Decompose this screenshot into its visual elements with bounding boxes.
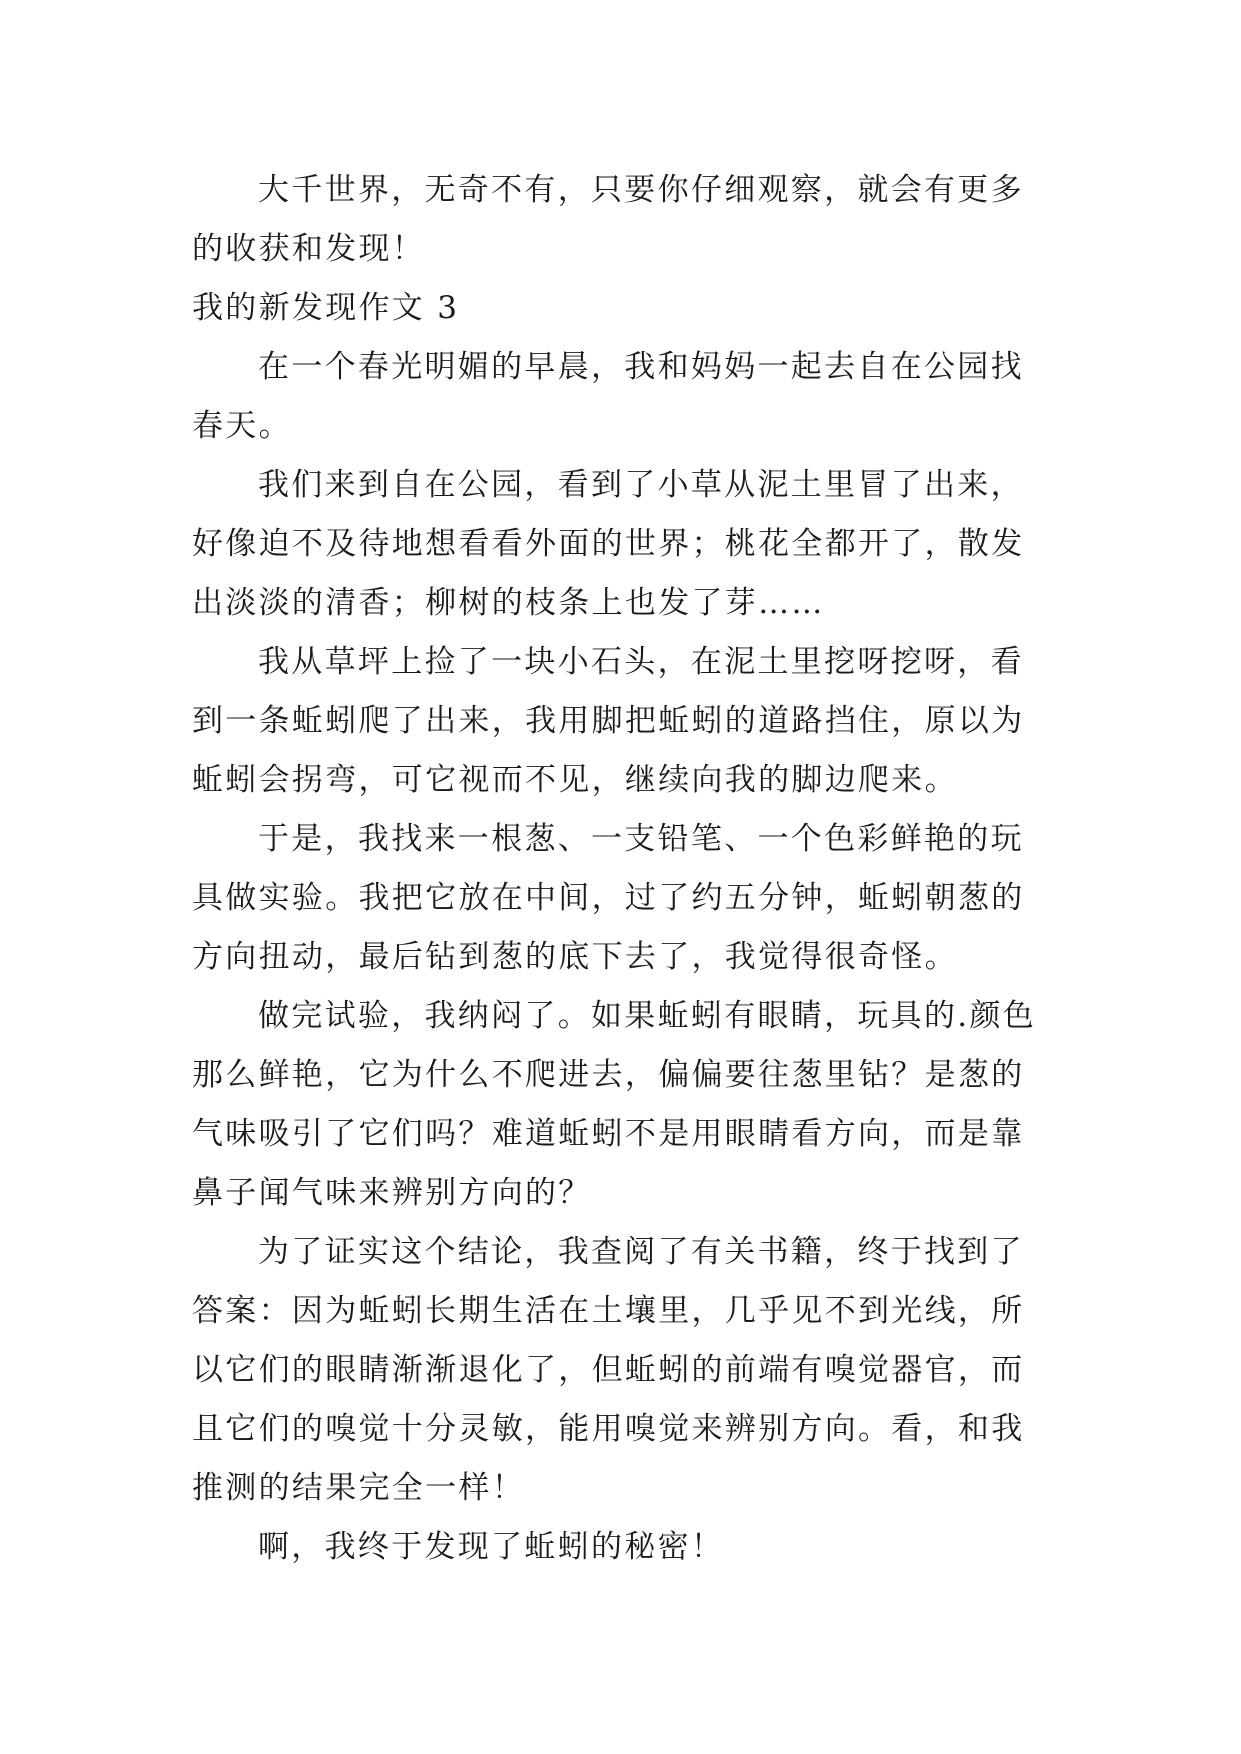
paragraph-2: 我们来到自在公园，看到了小草从泥土里冒了出来，好像迫不及待地想看看外面的世界；桃花全都开了，散发出淡淡的清香；柳树的枝条上也发了芽…… [192,467,1025,621]
paragraph-3: 我从草坪上捡了一块小石头，在泥土里挖呀挖呀，看到一条蚯蚓爬了出来，我用脚把蚯蚓的道路挡住，原以为蚯蚓会拐弯，可它视而不见，继续向我的脚边爬来。 [192,644,1025,798]
paragraph-6: 为了证实这个结论，我查阅了有关书籍，终于找到了答案：因为蚯蚓长期生活在土壤里，几乎见不到光线，所以它们的眼睛渐渐退化了，但蚯蚓的前端有嗅觉器官，而且它们的嗅觉十分灵敏，能用嗅觉来辨别方向。看，和我推测的结果完全一样！ [192,1234,1025,1506]
paragraph-7: 啊，我终于发现了蚯蚓的秘密！ [258,1529,725,1565]
section-title: 我的新发现作文 3 [192,290,460,326]
document-body [192,161,1052,1577]
paragraph-4: 于是，我找来一根葱、一支铅笔、一个色彩鲜艳的玩具做实验。我把它放在中间，过了约五分钟，蚯蚓朝葱的方向扭动，最后钻到葱的底下去了，我觉得很奇怪。 [192,821,1025,975]
paragraph-1: 在一个春光明媚的早晨，我和妈妈一起去自在公园找春天。 [192,349,1024,444]
paragraph-5: 做完试验，我纳闷了。如果蚯蚓有眼睛，玩具的.颜色那么鲜艳，它为什么不爬进去，偏偏要往葱里钻？是葱的气味吸引了它们吗？难道蚯蚓不是用眼睛看方向，而是靠鼻子闻气味来辨别方向的？ [192,998,1037,1211]
intro-paragraph: 大千世界，无奇不有，只要你仔细观察，就会有更多的收获和发现！ [192,172,1024,267]
